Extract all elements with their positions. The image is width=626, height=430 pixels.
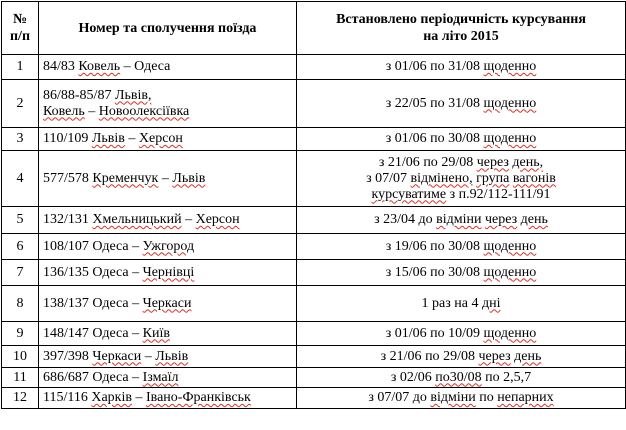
schedule-line: з 07/07 відмінено, група вагонів — [366, 170, 556, 186]
header-train-label: Номер та сполучення поїзда — [78, 20, 257, 36]
row-number: 9 — [2, 322, 39, 346]
train-route-line: 84/83 Ковель – Одеса — [43, 59, 171, 74]
train-route-line: 686/687 Одеса – Ізмаїл — [43, 369, 179, 385]
row-number: 7 — [2, 260, 39, 286]
schedule-period — [297, 286, 626, 322]
row-number: 4 — [2, 151, 39, 207]
train-route — [39, 322, 297, 346]
train-route — [39, 388, 297, 409]
table-row — [2, 368, 626, 388]
table-row — [2, 80, 626, 128]
schedule-period — [297, 80, 626, 128]
schedule-line: з 21/06 по 29/08 через день, — [378, 154, 544, 170]
header-number-line: № — [12, 12, 28, 27]
row-number: 11 — [2, 368, 39, 388]
schedule-period — [297, 368, 626, 388]
table-row — [2, 322, 626, 346]
schedule-line: з 22/05 по 31/08 щоденно — [385, 95, 537, 111]
train-route — [39, 55, 297, 80]
table-row — [2, 207, 626, 234]
schedule-period — [297, 128, 626, 151]
schedule-line: курсуватиме з п.92/112-111/91 — [371, 186, 551, 202]
row-number: 12 — [2, 388, 39, 409]
schedule-line: з 01/06 по 30/08 щоденно — [385, 131, 537, 146]
table-row — [2, 151, 626, 207]
train-route-line: 110/109 Львів – Херсон — [43, 131, 183, 146]
schedule-period — [297, 234, 626, 260]
schedule-line: з 01/06 по 31/08 щоденно — [385, 59, 537, 74]
schedule-line: з 01/06 по 10/09 щоденно — [385, 325, 537, 341]
schedule-period — [297, 346, 626, 368]
table-row — [2, 388, 626, 409]
row-number: 3 — [2, 128, 39, 151]
header-train — [39, 2, 297, 55]
table-row — [2, 55, 626, 80]
table-row — [2, 234, 626, 260]
train-route-line: 138/137 Одеса – Черкаси — [43, 295, 192, 311]
train-route — [39, 260, 297, 286]
header-schedule-line: Встановлено періодичність курсування — [336, 12, 586, 27]
table-row — [2, 346, 626, 368]
row-number: 1 — [2, 55, 39, 80]
schedule-period — [297, 322, 626, 346]
train-route — [39, 234, 297, 260]
schedule-line: з 21/06 по 29/08 через день — [380, 348, 542, 364]
schedule-line: з 15/06 по 30/08 щоденно — [385, 264, 537, 280]
table-row — [2, 128, 626, 151]
schedule-line: з 19/06 по 30/08 щоденно — [385, 238, 537, 254]
schedule-period — [297, 260, 626, 286]
train-route-line: 108/107 Одеса – Ужгород — [43, 238, 195, 254]
train-schedule-table — [1, 1, 626, 409]
row-number: 5 — [2, 207, 39, 234]
train-route-line: 136/135 Одеса – Чернівці — [43, 264, 195, 280]
train-route — [39, 207, 297, 234]
table-row — [2, 286, 626, 322]
train-route-line: 397/398 Черкаси – Львів — [43, 348, 189, 364]
train-route-line: 132/131 Хмельницький – Херсон — [43, 212, 240, 227]
schedule-period — [297, 388, 626, 409]
schedule-line: 1 раз на 4 дні — [421, 295, 501, 311]
train-route-line: 115/116 Харків – Івано-Франківськ — [43, 390, 251, 405]
row-number: 2 — [2, 80, 39, 128]
row-number: 8 — [2, 286, 39, 322]
schedule-period — [297, 151, 626, 207]
header-number — [2, 2, 39, 55]
schedule-period — [297, 207, 626, 234]
header-schedule — [297, 2, 626, 55]
table-row — [2, 260, 626, 286]
table-header-row — [2, 2, 626, 55]
row-number: 10 — [2, 346, 39, 368]
schedule-line: з 02/06 по30/08 по 2,5,7 — [390, 369, 532, 385]
schedule-line: з 23/04 до відміни через день — [374, 212, 548, 227]
train-route-line: 148/147 Одеса – Київ — [43, 325, 170, 341]
train-route-line: 86/88-85/87 Львів, — [43, 87, 152, 103]
train-route-line: 577/578 Кременчук – Львів — [43, 170, 206, 186]
row-number: 6 — [2, 234, 39, 260]
train-route — [39, 128, 297, 151]
train-route — [39, 368, 297, 388]
header-schedule-line: на літо 2015 — [423, 29, 499, 44]
header-number-line: п/п — [9, 29, 31, 44]
schedule-line: з 07/07 до відміни по непарних — [368, 390, 554, 405]
schedule-period — [297, 55, 626, 80]
train-route — [39, 346, 297, 368]
train-route — [39, 151, 297, 207]
train-route — [39, 80, 297, 128]
train-route-line: Ковель – Новоолексіївка — [43, 103, 190, 119]
train-route — [39, 286, 297, 322]
